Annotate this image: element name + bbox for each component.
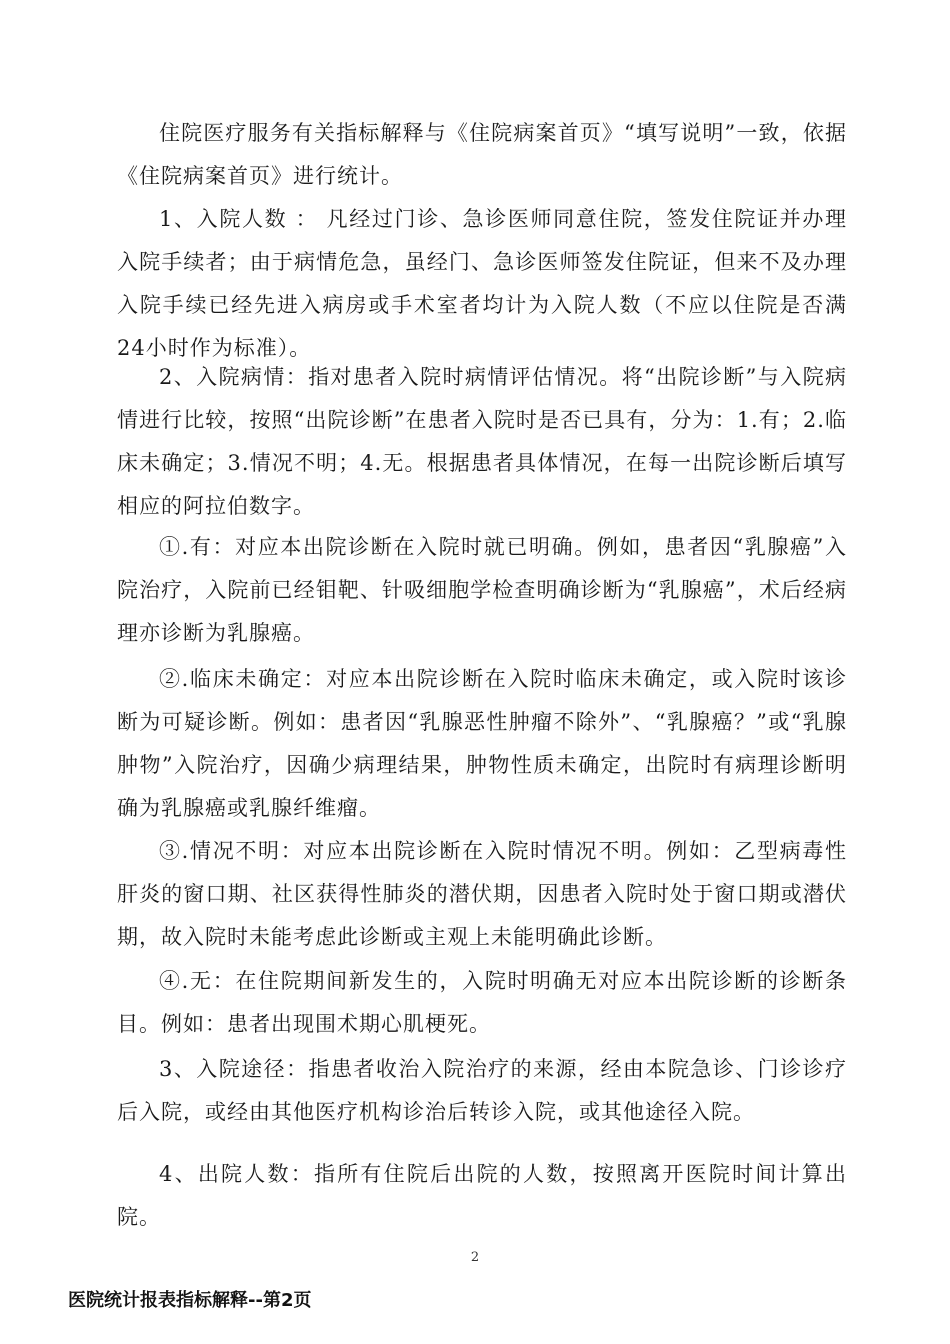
footer-title: 医院统计报表指标解释--第2页 <box>68 1290 312 1311</box>
paragraph-admission-count: 1、入院人数 ： 凡经过门诊、急诊医师同意住院，签发住院证并办理入院手续者；由于病情危急，虽经门、急诊医师签发住院证，但来不及办理入院手续已经先进入病房或手术室者均计为入院人数（不应以住院是否满24小时作为标准）。 <box>117 207 847 360</box>
paragraph-admission-route: 3、入院途径：指患者收治入院治疗的来源，经由本院急诊、门诊诊疗后入院，或经由其他医疗机构诊治后转诊入院，或其他途径入院。 <box>117 1057 847 1124</box>
paragraph-admission-condition: 2、入院病情：指对患者入院时病情评估情况。将“出院诊断”与入院病情进行比较，按照“出院诊断”在患者入院时是否已具有，分为：1.有；2.临床未确定；3.情况不明；4.无。根据患者具体情况，在每一出院诊断后填写相应的阿拉伯数字。 <box>117 365 847 518</box>
paragraph-intro: 住院医疗服务有关指标解释与《住院病案首页》“填写说明”一致，依据《住院病案首页》进行统计。 <box>117 121 847 188</box>
paragraph-condition-yes: ①.有：对应本出院诊断在入院时就已明确。例如，患者因“乳腺癌”入院治疗，入院前已经钼靶、针吸细胞学检查明确诊断为“乳腺癌”，术后经病理亦诊断为乳腺癌。 <box>117 535 847 645</box>
paragraph-condition-none: ④.无：在住院期间新发生的，入院时明确无对应本出院诊断的诊断条目。例如：患者出现围术期心肌梗死。 <box>117 969 847 1036</box>
paragraph-condition-unconfirmed: ②.临床未确定：对应本出院诊断在入院时临床未确定，或入院时该诊断为可疑诊断。例如：患者因“乳腺恶性肿瘤不除外”、“乳腺癌？”或“乳腺肿物”入院治疗，因确少病理结果，肿物性质未确定，出院时有病理诊断明确为乳腺癌或乳腺纤维瘤。 <box>117 667 847 820</box>
paragraph-discharge-count: 4、出院人数：指所有住院后出院的人数，按照离开医院时间计算出院。 <box>117 1162 847 1229</box>
page-number: 2 <box>470 1250 480 1265</box>
paragraph-condition-unknown: ③.情况不明：对应本出院诊断在入院时情况不明。例如：乙型病毒性肝炎的窗口期、社区获得性肺炎的潜伏期，因患者入院时处于窗口期或潜伏期，故入院时未能考虑此诊断或主观上未能明确此诊断。 <box>117 839 847 949</box>
